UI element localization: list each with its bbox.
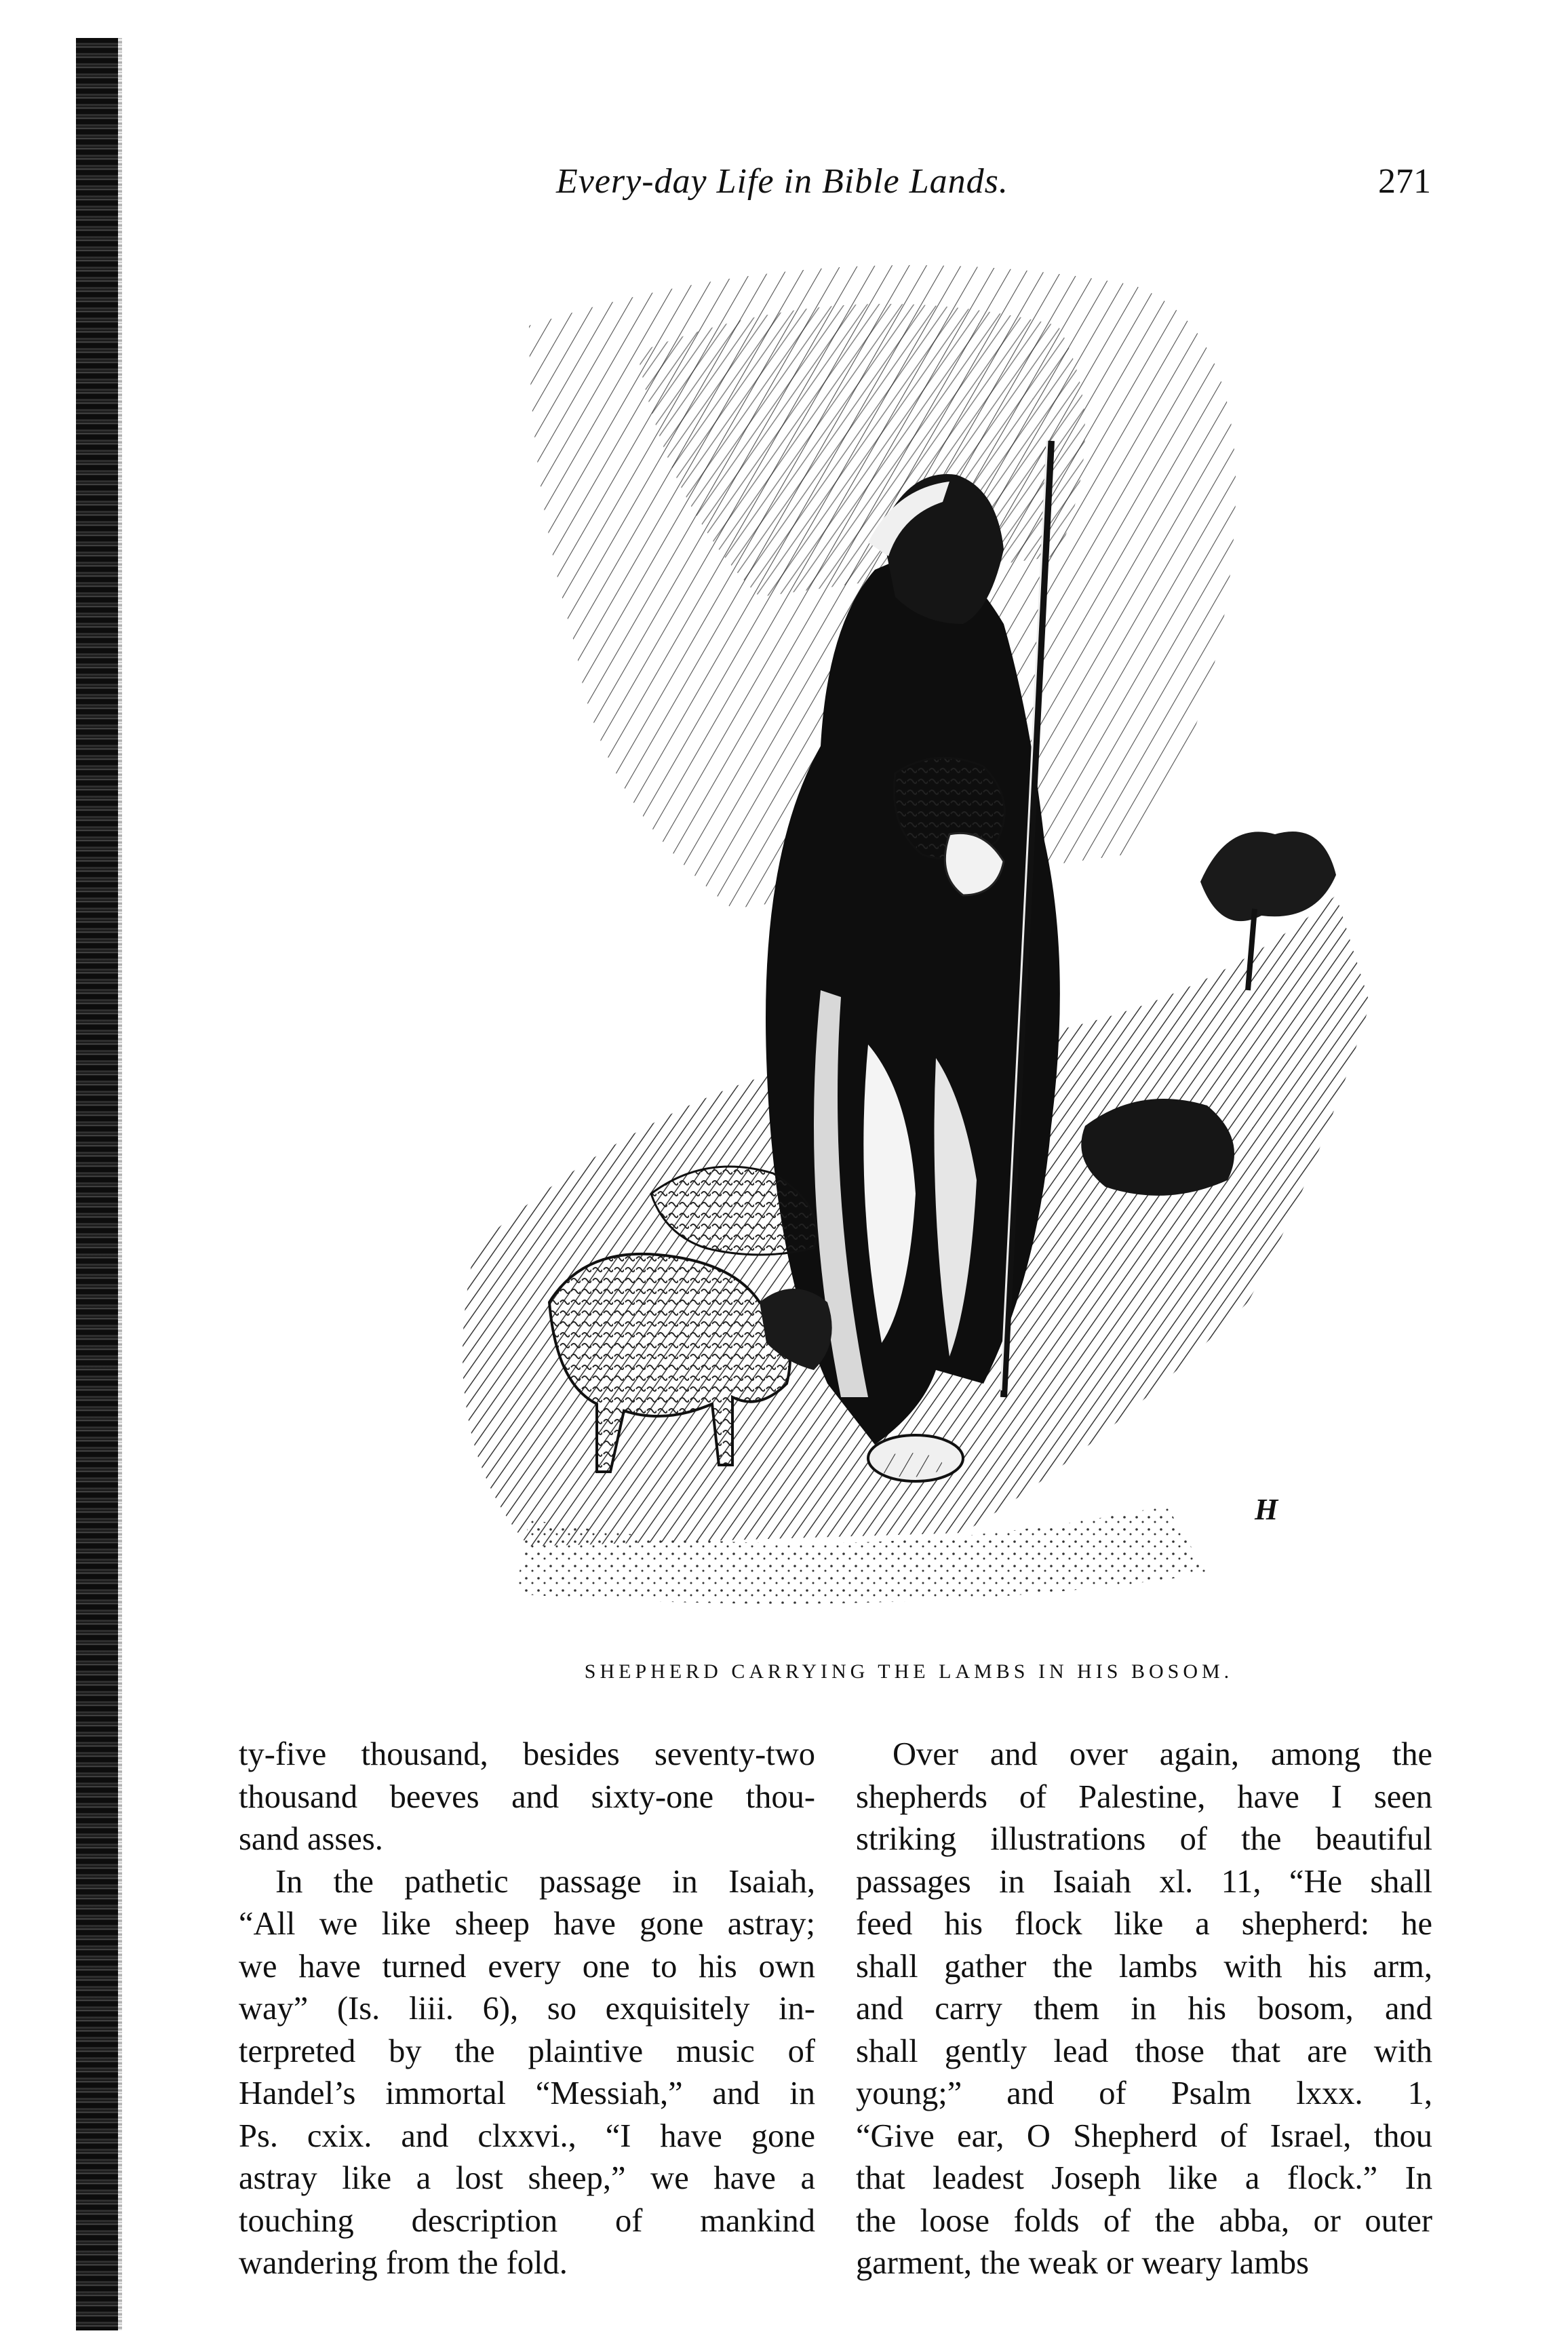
text-line: wandering from the fold. <box>239 2245 568 2281</box>
text-line: way” (Is. liii. 6), so exquisitely in- <box>239 1991 815 2027</box>
text-line: passages in Isaiah xl. 11, “He shall <box>856 1863 1432 1900</box>
text-line: feed his flock like a shepherd: he <box>856 1906 1432 1942</box>
text-line: we have turned every one to his own <box>239 1948 815 1985</box>
text-line: shall gather the lambs with his arm, <box>856 1948 1432 1985</box>
text-line: touching description of mankind <box>239 2202 815 2239</box>
page-binding-fray <box>118 38 122 2330</box>
illustration-caption: SHEPHERD CARRYING THE LAMBS IN HIS BOSOM. <box>584 1660 1234 1683</box>
text-line: In the pathetic passage in Isaiah, <box>275 1863 815 1900</box>
left-column <box>239 1734 815 2285</box>
text-line: sand asses. <box>239 1821 383 1857</box>
text-line: terpreted by the plaintive music of <box>239 2033 815 2069</box>
paragraph <box>856 1734 1432 2285</box>
text-line: thousand beeves and sixty-one thou- <box>239 1778 815 1815</box>
text-line: “All we like sheep have gone astray; <box>239 1906 815 1942</box>
text-line: that leadest Joseph like a flock.” In <box>856 2160 1432 2196</box>
running-head <box>556 161 1431 216</box>
shepherd-engraving <box>353 244 1465 1641</box>
text-line: Handel’s immortal “Messiah,” and in <box>239 2075 815 2111</box>
tree <box>1200 832 1336 921</box>
text-line: striking illustrations of the beautiful <box>856 1821 1432 1857</box>
text-line: and carry them in his bosom, and <box>856 1991 1432 2027</box>
paragraph <box>239 1861 815 2285</box>
text-line: young;” and of Psalm lxxx. 1, <box>856 2075 1432 2111</box>
text-line: shepherds of Palestine, have I seen <box>856 1778 1432 1815</box>
text-line: shall gently lead those that are with <box>856 2033 1432 2069</box>
page-binding-edge <box>76 38 118 2330</box>
text-line: the loose folds of the abba, or outer <box>856 2202 1432 2239</box>
engraver-monogram: H <box>1255 1493 1278 1526</box>
running-title: Every-day Life in Bible Lands. <box>556 162 1008 201</box>
text-line: Over and over again, among the <box>893 1736 1432 1772</box>
text-line: Ps. cxix. and clxxvi., “I have gone <box>239 2117 815 2154</box>
paragraph <box>239 1734 815 1861</box>
text-line: garment, the weak or weary lambs <box>856 2245 1309 2281</box>
text-line: “Give ear, O Shepherd of Israel, thou <box>856 2117 1432 2154</box>
text-line: astray like a lost sheep,” we have a <box>239 2160 815 2196</box>
right-column <box>856 1734 1432 2285</box>
text-line: ty-five thousand, besides seventy-two <box>239 1736 815 1772</box>
page-number: 271 <box>1378 162 1431 201</box>
